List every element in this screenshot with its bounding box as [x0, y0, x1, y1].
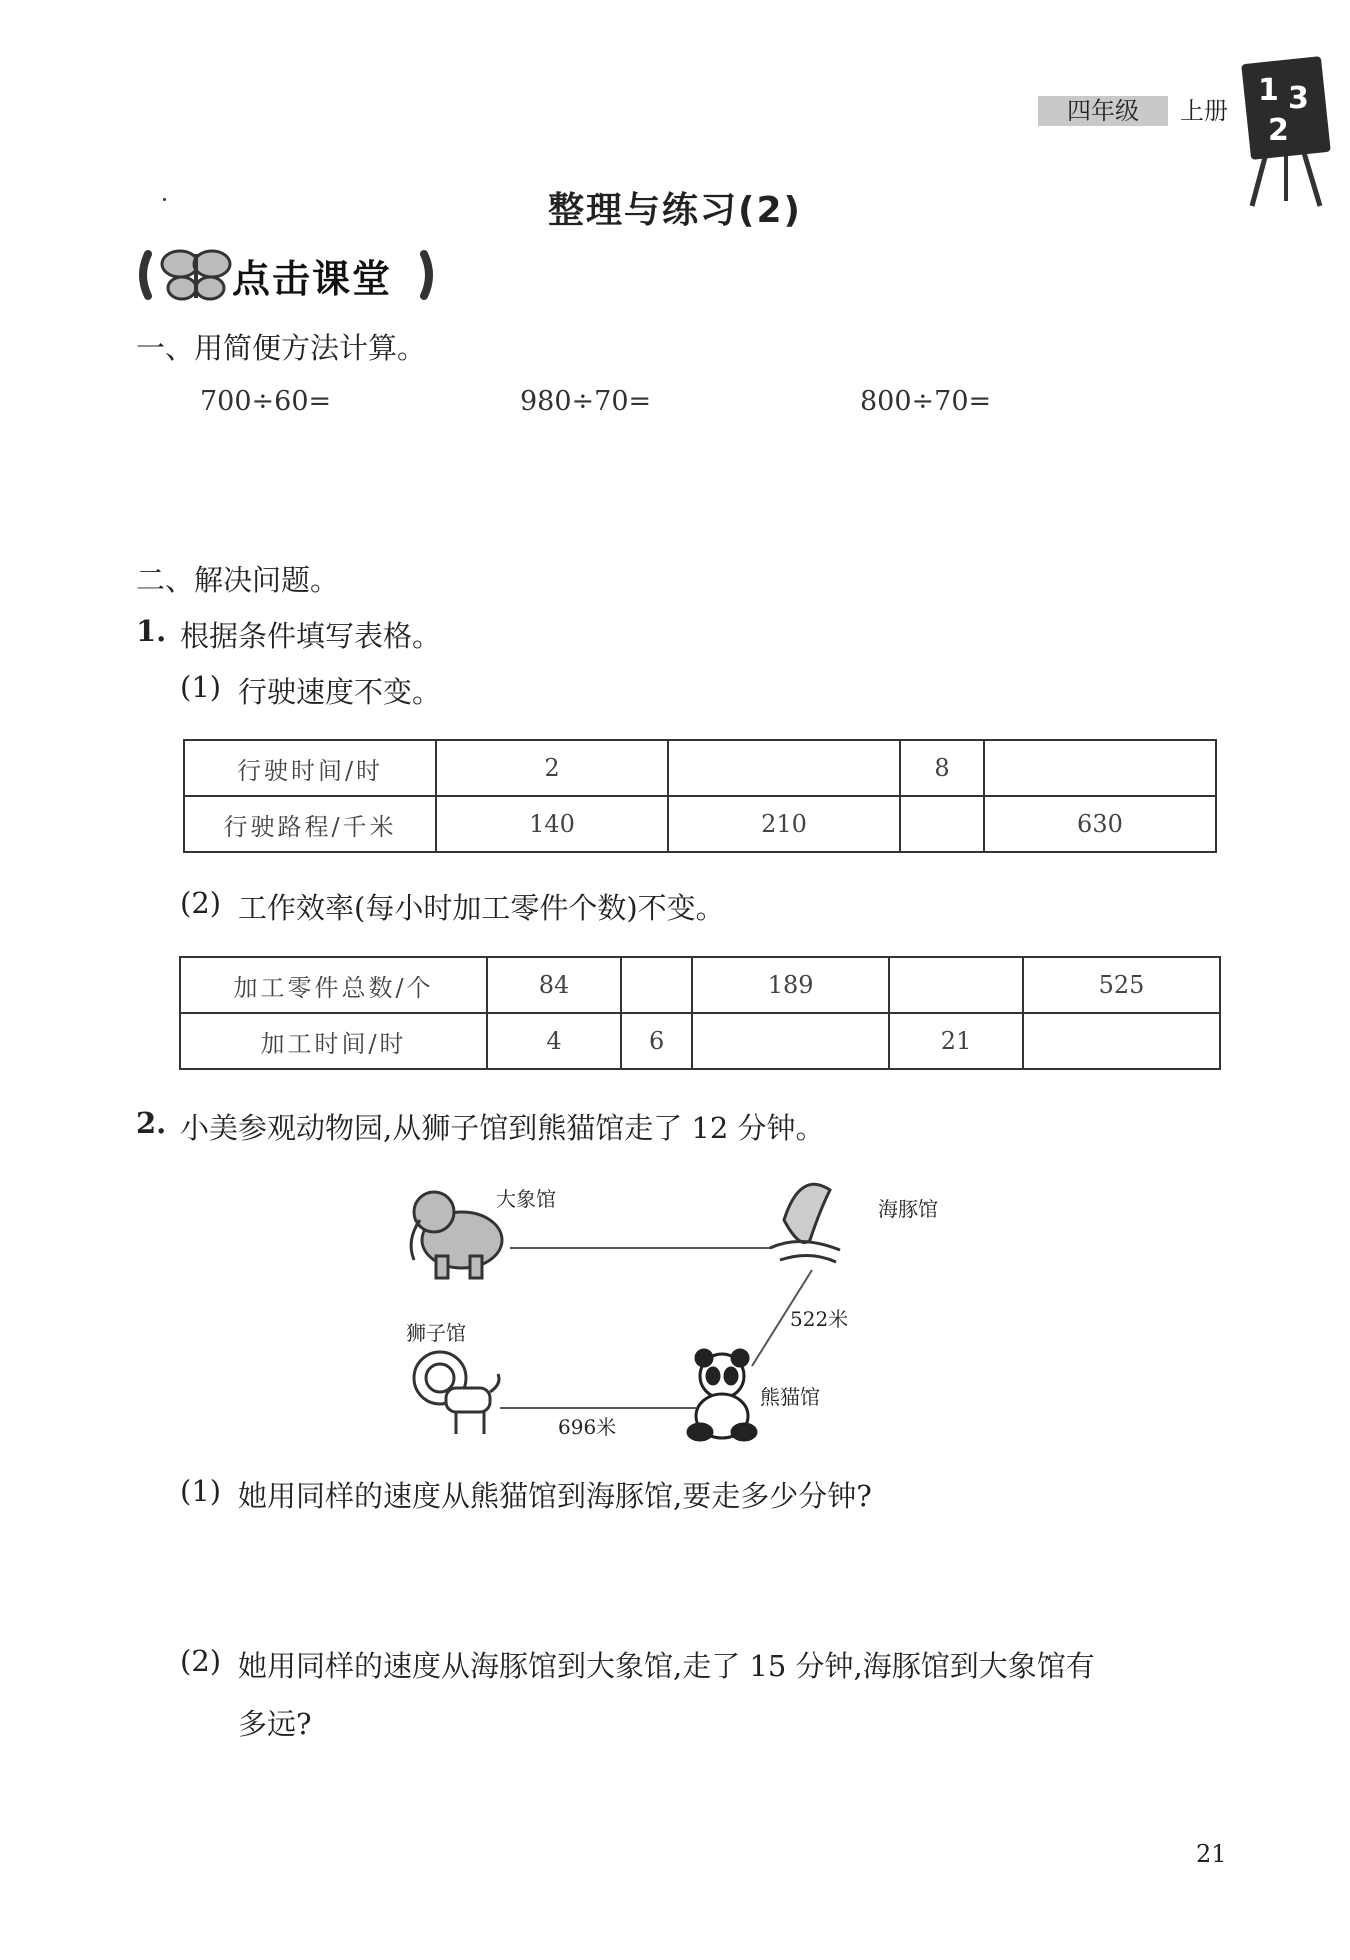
elephant-icon: [411, 1192, 502, 1278]
table-cell: 21: [889, 1013, 1023, 1069]
panda-icon: [688, 1350, 756, 1440]
table-cell-blank: [889, 957, 1023, 1013]
dolphin-icon: [770, 1184, 840, 1262]
q1-part2-label: (2): [180, 886, 222, 920]
problem-3: 800÷70=: [860, 386, 992, 417]
volume-label: 上册: [1180, 97, 1228, 125]
grade-label: 四年级: [1038, 96, 1168, 126]
banner-title: 点击课堂: [232, 257, 393, 301]
label-panda: 熊猫馆: [760, 1385, 820, 1409]
board-digit-1: 1: [1258, 73, 1279, 108]
table-cell: 84: [487, 957, 621, 1013]
label-dolphin: 海豚馆: [878, 1197, 938, 1221]
row-header-distance: 行驶路程/千米: [184, 796, 436, 852]
label-elephant: 大象馆: [496, 1187, 556, 1211]
table-cell: 525: [1023, 957, 1220, 1013]
table-cell: 140: [436, 796, 668, 852]
table-cell-blank: [668, 740, 900, 796]
q1-number: 1.: [136, 614, 167, 648]
table-cell: 630: [984, 796, 1216, 852]
q2-sub1-text: 她用同样的速度从熊猫馆到海豚馆,要走多少分钟?: [238, 1479, 872, 1513]
problem-1: 700÷60=: [200, 386, 332, 417]
table-cell: 189: [692, 957, 889, 1013]
label-lion: 狮子馆: [406, 1321, 466, 1345]
butterfly-icon: [162, 251, 230, 299]
q1-part1-text: 行驶速度不变。: [238, 675, 442, 709]
distance-panda-dolphin: 522米: [790, 1307, 849, 1331]
page-title: 整理与练习(2): [548, 190, 802, 231]
table-cell: 6: [621, 1013, 692, 1069]
table-cell-blank: [984, 740, 1216, 796]
table-cell-blank: [621, 957, 692, 1013]
section1-heading: 一、用简便方法计算。: [136, 331, 427, 365]
efficiency-table: [179, 956, 1221, 1070]
table-cell-blank: [1023, 1013, 1220, 1069]
q2-sub1-label: (1): [180, 1474, 222, 1508]
lion-icon: [414, 1352, 499, 1434]
q1-part2-text: 工作效率(每小时加工零件个数)不变。: [238, 891, 725, 925]
table-cell-blank: [692, 1013, 889, 1069]
row-header-parts: 加工零件总数/个: [180, 957, 487, 1013]
q1-text: 根据条件填写表格。: [180, 619, 442, 653]
table-cell: 210: [668, 796, 900, 852]
page-number: 21: [1196, 1840, 1227, 1868]
speed-table: [183, 739, 1217, 853]
table-cell: 4: [487, 1013, 621, 1069]
table-cell: 8: [900, 740, 984, 796]
table-cell: 2: [436, 740, 668, 796]
board-digit-2: 2: [1268, 113, 1289, 148]
zoo-map: [400, 1170, 960, 1450]
problem-2: 980÷70=: [520, 386, 652, 417]
q1-part1-label: (1): [180, 670, 222, 704]
q2-sub2-text-cont: 多远?: [238, 1707, 312, 1741]
section2-heading: 二、解决问题。: [136, 563, 340, 597]
q2-text: 小美参观动物园,从狮子馆到熊猫馆走了 12 分钟。: [180, 1111, 825, 1145]
q2-sub2-label: (2): [180, 1644, 222, 1678]
row-header-hours: 加工时间/时: [180, 1013, 487, 1069]
row-header-time: 行驶时间/时: [184, 740, 436, 796]
table-cell-blank: [900, 796, 984, 852]
q2-sub2-text: 她用同样的速度从海豚馆到大象馆,走了 15 分钟,海豚馆到大象馆有: [238, 1649, 1095, 1683]
distance-lion-panda: 696米: [558, 1415, 617, 1439]
board-digit-3: 3: [1288, 81, 1309, 116]
q2-number: 2.: [136, 1106, 167, 1140]
